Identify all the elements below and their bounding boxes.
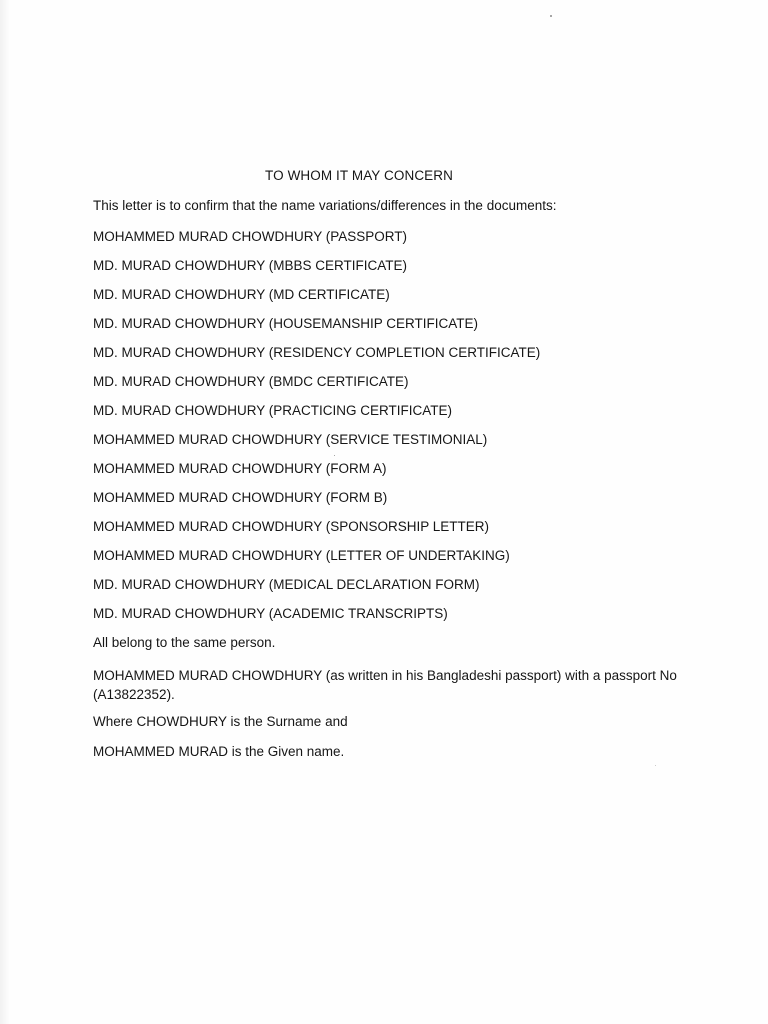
scan-speck	[655, 765, 656, 766]
passport-statement: MOHAMMED MURAD CHOWDHURY (as written in his Bangladeshi passport) with a passport No (A13822352).	[93, 668, 677, 702]
scan-speck	[550, 15, 552, 17]
surname-line: Where CHOWDHURY is the Surname and	[93, 714, 348, 729]
document-name-item: MOHAMMED MURAD CHOWDHURY (SERVICE TESTIMONIAL)	[93, 432, 488, 447]
document-name-item: MD. MURAD CHOWDHURY (PRACTICING CERTIFICATE)	[93, 403, 453, 418]
document-name-item: MOHAMMED MURAD CHOWDHURY (FORM B)	[93, 490, 388, 505]
document-name-item: MOHAMMED MURAD CHOWDHURY (FORM A)	[93, 461, 387, 476]
document-name-item: MD. MURAD CHOWDHURY (MEDICAL DECLARATION FORM)	[93, 577, 480, 592]
given-name-line: MOHAMMED MURAD is the Given name.	[93, 744, 345, 759]
scan-speck	[334, 455, 335, 456]
document-name-item: MD. MURAD CHOWDHURY (MD CERTIFICATE)	[93, 287, 390, 302]
letter-conclusion: All belong to the same person.	[93, 635, 276, 650]
document-name-item: MD. MURAD CHOWDHURY (RESIDENCY COMPLETION CERTIFICATE)	[93, 345, 541, 360]
document-name-item: MOHAMMED MURAD CHOWDHURY (PASSPORT)	[93, 229, 408, 244]
scan-edge-shadow	[0, 0, 10, 1024]
letter-intro: This letter is to confirm that the name variations/differences in the documents:	[93, 198, 557, 213]
letter-heading: TO WHOM IT MAY CONCERN	[265, 168, 453, 183]
document-name-item: MOHAMMED MURAD CHOWDHURY (LETTER OF UNDERTAKING)	[93, 548, 510, 563]
document-name-list	[93, 228, 540, 634]
document-name-item: MD. MURAD CHOWDHURY (MBBS CERTIFICATE)	[93, 258, 408, 273]
document-name-item: MD. MURAD CHOWDHURY (BMDC CERTIFICATE)	[93, 374, 409, 389]
document-name-item: MOHAMMED MURAD CHOWDHURY (SPONSORSHIP LETTER)	[93, 519, 490, 534]
document-name-item: MD. MURAD CHOWDHURY (ACADEMIC TRANSCRIPTS)	[93, 606, 448, 621]
document-name-item: MD. MURAD CHOWDHURY (HOUSEMANSHIP CERTIFICATE)	[93, 316, 479, 331]
